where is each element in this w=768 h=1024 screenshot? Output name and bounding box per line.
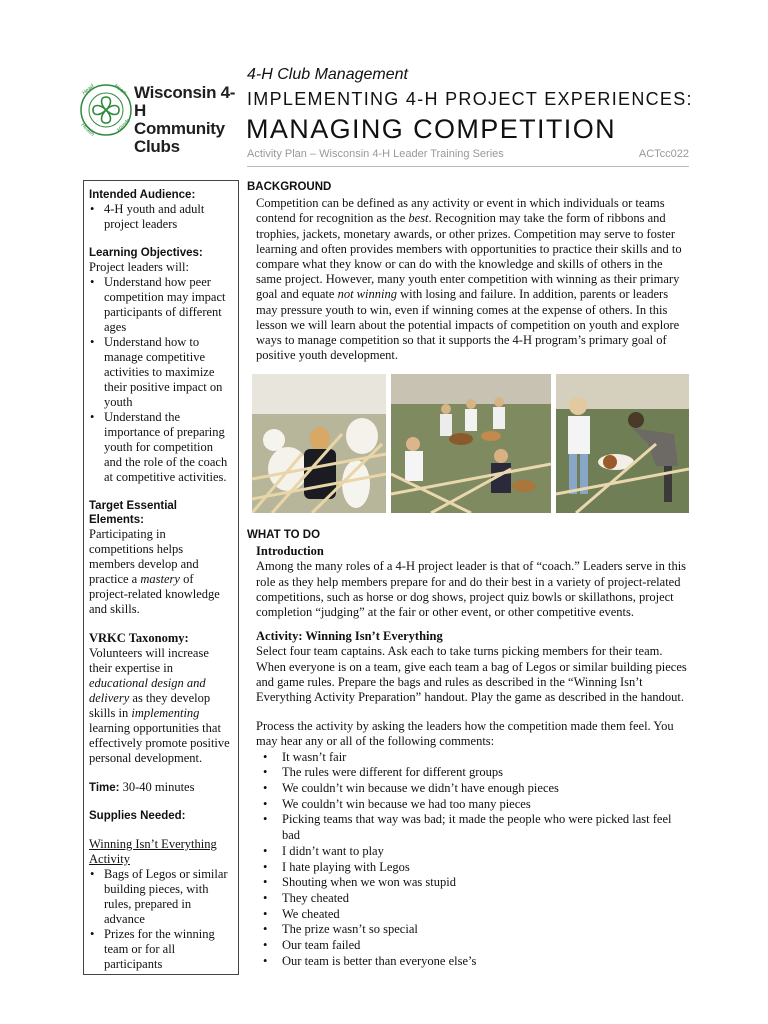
sidebar-box [83,180,239,975]
list-item: • The prize wasn’t so special [247,922,689,938]
supplies-list [89,867,232,972]
objectives-intro: Project leaders will: [89,260,189,274]
list-item: • Our team failed [247,938,689,954]
audience-heading: Intended Audience: [89,189,196,201]
list-item: • We couldn’t win because we didn’t have enough pieces [247,781,689,797]
page-title: IMPLEMENTING 4-H PROJECT EXPERIENCES: [247,89,693,109]
what-to-do-heading: WHAT TO DO [247,529,321,541]
list-item: • Bags of Legos or similar building pieces, with rules, prepared in advance [89,867,232,927]
introduction-text: Among the many roles of a 4-H project leader is that of “coach.” Leaders serve in this role as they help members prepare for and do their best in a variety of project-related competitions, such as horse or dog shows, project quiz bowls or skillathons, project completion “judging” at the fair or other event, or other competitive events. [256,559,687,620]
list-item: • We couldn’t win because we had too many pieces [247,797,689,813]
list-item: • It wasn’t fair [247,750,689,766]
clover-seal-icon [78,80,134,142]
dog-class-photo [391,374,551,513]
essential-elements-text: Participating in competitions helps members develop and practice a mastery of project-related knowledge and skills. [89,527,220,616]
dog-show-photo [252,374,386,513]
activity-text: Select four team captains. Ask each to take turns picking members for their team. When everyone is on a team, give each team a bag of Legos or similar building pieces and game rules. Prepare the bags and rules as described in the “Winning Isn’t Everything Activity Preparation” handout. Play the game as described in the handout. [256,644,687,705]
dog-judging-photo [556,374,689,513]
logo-wordmark [134,84,238,156]
series-kicker: 4-H Club Management [247,66,408,83]
ring-word-health: Health [79,122,96,138]
audience-list [89,202,232,232]
photo-strip [252,374,689,513]
list-item: • I didn’t want to play [247,844,689,860]
time-label: Time: [89,782,120,794]
main-content [247,180,689,363]
logo-line: Clubs [134,137,180,156]
document-code: ACTcc022 [638,148,689,160]
comments-list [247,750,689,970]
objectives-heading: Learning Objectives: [89,247,203,259]
what-to-do-section [247,528,689,969]
list-item: • 4-H youth and adult project leaders [89,202,232,232]
list-item: • Understand how to manage competitive activities to maximize their positive impact on youth [89,335,232,410]
list-item: • Our team is better than everyone else’s [247,954,689,970]
ring-word-hands: Hands [116,117,132,134]
ring-word-heart: Heart [112,82,127,97]
background-heading: BACKGROUND [247,181,332,193]
logo-line: Community [134,119,225,138]
vrkc-heading: VRKC Taxonomy: [89,631,189,645]
activity-heading: Activity: Winning Isn’t Everything [256,629,443,644]
background-paragraph: Competition can be defined as any activity or event in which individuals or teams contend for recognition as the best. Recognition may take the form of ribbons and trophies, jackets, monetary awards, or other prizes. Competition may serve to foster learning and often provides members with opportunities to practice their skills and to compare what they know or can do with the knowledge and skills of others in the same project. However, many youth enter competition with winning as their primary goal and equate not winning with losing and failure. In addition, parents or leaders may pressure youth to win, even if winning comes at the expense of others. In this lesson we will learn about the potential impacts of competition on youth and explore ways to manage competition so that it supports the 4-H program’s primary goal of positive youth development. [256,196,682,363]
process-text: Process the activity by asking the leaders how the competition made them feel. You may hear any or all of the following comments: [256,719,674,749]
list-item: • They cheated [247,891,689,907]
logo-line: Wisconsin 4-H [134,83,236,120]
time-line [89,780,232,795]
time-value: 30-40 minutes [122,780,195,794]
list-item: • Understand how peer competition may impact participants of different ages [89,275,232,335]
page-subtitle: MANAGING COMPETITION [246,114,617,144]
list-item: • Prizes for the winning team or for all participants [89,927,232,972]
supplies-activity-title: Winning Isn’t Everything Activity [89,837,217,866]
supplies-heading: Supplies Needed: [89,810,186,822]
series-name: Activity Plan – Wisconsin 4-H Leader Training Series [247,148,504,160]
list-item: • Understand the importance of preparing youth for competition and the role of the coach at competitive activities. [89,410,232,485]
list-item: • The rules were different for different groups [247,765,689,781]
series-line [247,148,689,160]
list-item: • I hate playing with Legos [247,860,689,876]
ring-word-head: Head [81,83,96,97]
objectives-list [89,275,232,485]
introduction-heading: Introduction [256,544,324,559]
list-item: • We cheated [247,907,689,923]
list-item: • Shouting when we won was stupid [247,875,689,891]
wisconsin-4h-logo [78,80,238,156]
header-divider [247,166,689,167]
essential-elements-heading: Target Essential Elements: [89,500,177,526]
vrkc-text: Volunteers will increase their expertise in educational design and delivery as they develop skills in implementing learning opportunities that effectively promote positive personal development. [89,646,230,765]
list-item: • Picking teams that way was bad; it made the people who were picked last feel bad [247,812,689,843]
